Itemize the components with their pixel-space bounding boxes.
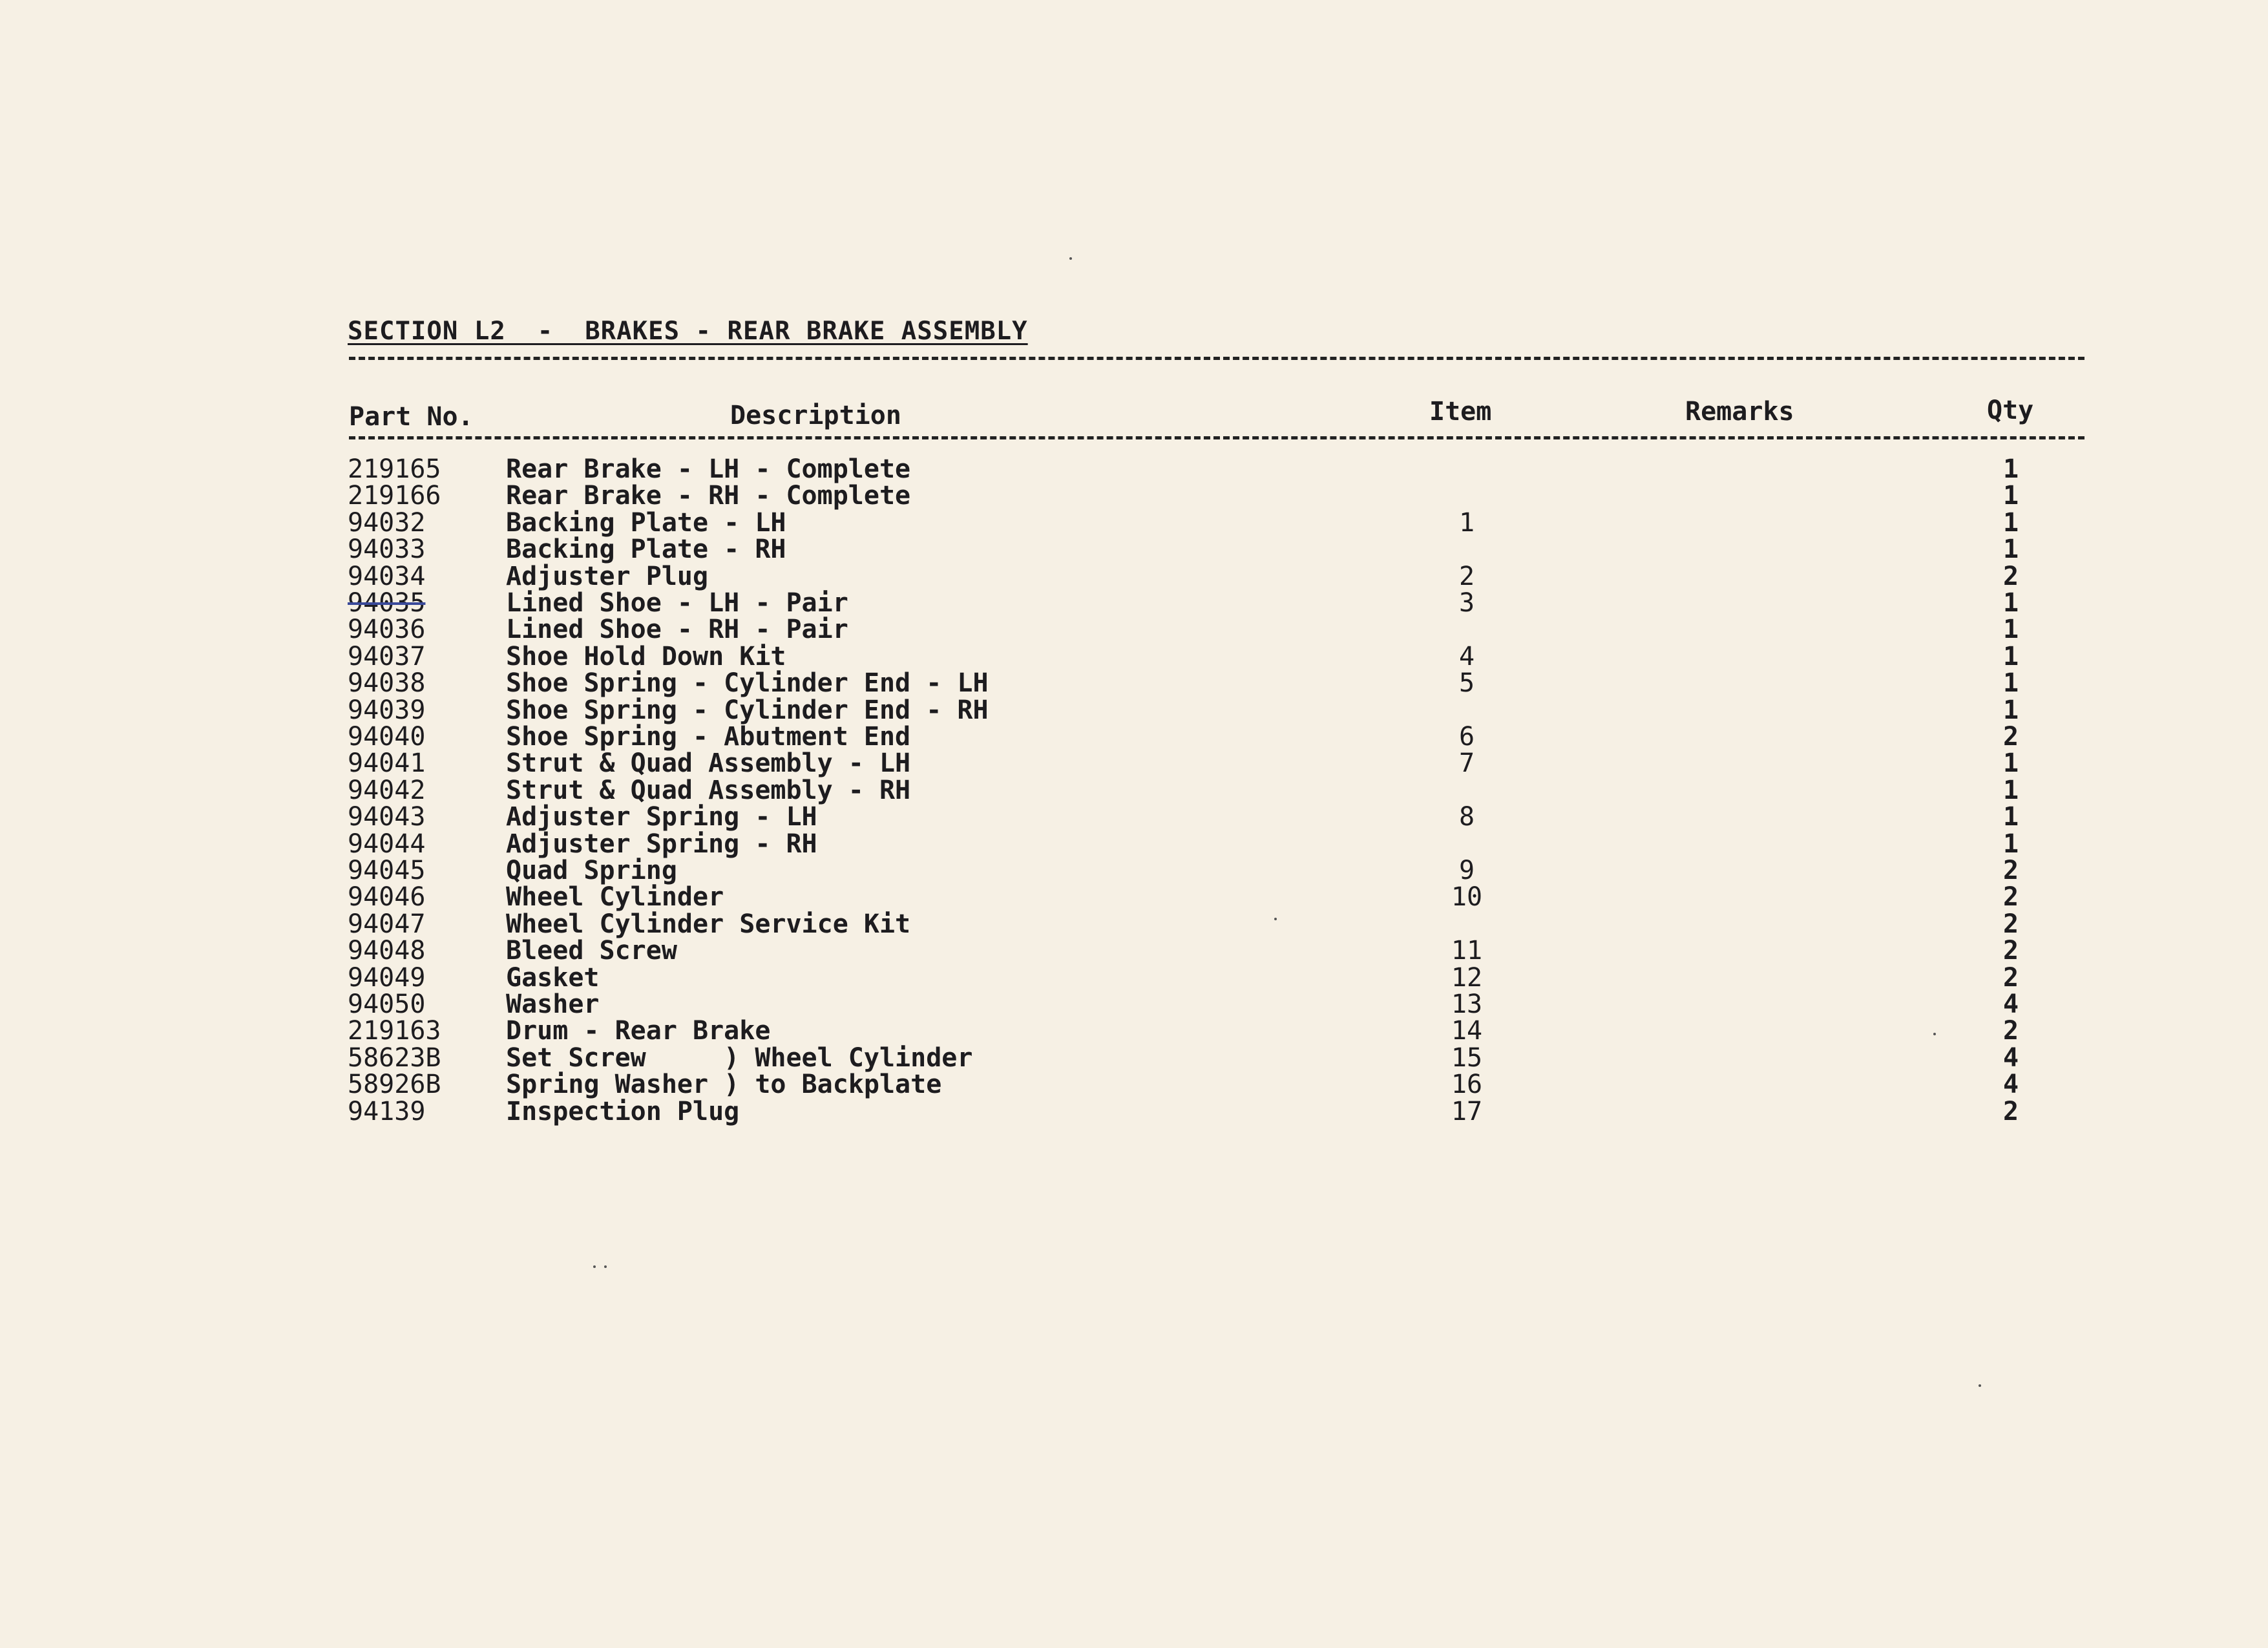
part-number-cell: 94043 (348, 802, 426, 832)
description-cell: Quad Spring (506, 856, 677, 885)
description-cell: Bleed Screw (506, 936, 677, 966)
item-cell: 13 (1451, 989, 1483, 1019)
qty-cell: 4 (2002, 989, 2019, 1019)
table-row (0, 803, 2268, 830)
description-cell: Strut & Quad Assembly - RH (506, 776, 911, 805)
description-cell: Lined Shoe - RH - Pair (506, 615, 848, 644)
qty-cell: 1 (2002, 776, 2019, 805)
qty-cell: 1 (2002, 615, 2019, 644)
part-number-cell: 94036 (348, 615, 426, 644)
table-row (0, 883, 2268, 911)
table-row (0, 643, 2268, 670)
part-number-cell: 94039 (348, 695, 426, 725)
section-title: SECTION L2 - BRAKES - REAR BRAKE ASSEMBLY (348, 317, 1028, 346)
part-number-cell: 94042 (348, 776, 426, 805)
table-row (0, 857, 2268, 884)
item-cell: 10 (1451, 882, 1483, 912)
table-row (0, 563, 2268, 590)
dashed-rule-header (349, 436, 2084, 439)
table-row (0, 616, 2268, 643)
table-row (0, 1017, 2268, 1044)
table-row (0, 509, 2268, 536)
description-cell: Shoe Spring - Cylinder End - LH (506, 668, 989, 698)
description-cell: Wheel Cylinder (506, 882, 724, 912)
description-cell: Rear Brake - LH - Complete (506, 454, 911, 484)
table-row (0, 937, 2268, 964)
table-row (0, 1071, 2268, 1098)
part-number-cell: 94049 (348, 963, 426, 993)
qty-cell: 2 (2002, 1097, 2019, 1126)
part-number-cell: 58926B (348, 1070, 441, 1099)
paper-speck (604, 1265, 607, 1268)
item-cell: 6 (1458, 722, 1475, 752)
item-cell: 11 (1451, 936, 1483, 966)
qty-cell: 2 (2002, 936, 2019, 966)
table-row (0, 723, 2268, 750)
part-number-cell: 94045 (348, 856, 426, 885)
item-cell: 1 (1458, 508, 1475, 538)
qty-cell: 1 (2002, 588, 2019, 618)
item-cell: 9 (1458, 856, 1475, 885)
paper-speck (1979, 1384, 1981, 1387)
description-cell: Wheel Cylinder Service Kit (506, 909, 911, 939)
description-cell: Shoe Spring - Cylinder End - RH (506, 695, 989, 725)
part-number-cell: 94050 (348, 989, 426, 1019)
header-qty: Qty (1987, 396, 2034, 425)
part-number-cell: 219163 (348, 1016, 441, 1046)
qty-cell: 1 (2002, 454, 2019, 484)
qty-cell: 2 (2002, 1016, 2019, 1046)
table-row (0, 911, 2268, 938)
table-row (0, 777, 2268, 804)
qty-cell: 4 (2002, 1043, 2019, 1073)
description-cell: Washer (506, 989, 600, 1019)
table-row (0, 1044, 2268, 1072)
qty-cell: 1 (2002, 668, 2019, 698)
description-cell: Adjuster Spring - RH (506, 829, 817, 859)
header-part-no: Part No. (349, 402, 474, 432)
paper-speck (593, 1265, 596, 1268)
paper-speck (1069, 257, 1072, 260)
qty-cell: 2 (2002, 909, 2019, 939)
qty-cell: 1 (2002, 748, 2019, 778)
item-cell: 3 (1458, 588, 1475, 618)
dashed-rule-top (349, 357, 2084, 360)
item-cell: 5 (1458, 668, 1475, 698)
part-number-cell: 94041 (348, 748, 426, 778)
paper-speck (1274, 918, 1277, 920)
description-cell: Lined Shoe - LH - Pair (506, 588, 848, 618)
qty-cell: 1 (2002, 695, 2019, 725)
description-cell: Strut & Quad Assembly - LH (506, 748, 911, 778)
description-cell: Adjuster Spring - LH (506, 802, 817, 832)
table-row (0, 830, 2268, 858)
qty-cell: 2 (2002, 562, 2019, 591)
table-row (0, 482, 2268, 509)
description-cell: Backing Plate - LH (506, 508, 786, 538)
item-cell: 7 (1458, 748, 1475, 778)
part-number-cell: 94032 (348, 508, 426, 538)
item-cell: 14 (1451, 1016, 1483, 1046)
part-number-cell: 94048 (348, 936, 426, 966)
item-cell: 8 (1458, 802, 1475, 832)
item-cell: 16 (1451, 1070, 1483, 1099)
item-cell: 12 (1451, 963, 1483, 993)
item-cell: 4 (1458, 642, 1475, 671)
part-number-cell: 94139 (348, 1097, 426, 1126)
paper-speck (1933, 1033, 1936, 1035)
part-number-cell: 219166 (348, 481, 441, 511)
table-row (0, 670, 2268, 697)
description-cell: Rear Brake - RH - Complete (506, 481, 911, 511)
qty-cell: 1 (2002, 481, 2019, 511)
qty-cell: 2 (2002, 963, 2019, 993)
description-cell: Adjuster Plug (506, 562, 709, 591)
header-item: Item (1429, 397, 1492, 427)
description-cell: Spring Washer ) to Backplate (506, 1070, 942, 1099)
header-remarks: Remarks (1685, 397, 1794, 427)
qty-cell: 2 (2002, 856, 2019, 885)
part-number-cell: 94046 (348, 882, 426, 912)
table-row (0, 589, 2268, 617)
part-number-cell: 94044 (348, 829, 426, 859)
description-cell: Shoe Spring - Abutment End (506, 722, 911, 752)
part-number-cell: 94035 (348, 588, 426, 618)
description-cell: Gasket (506, 963, 600, 993)
table-row (0, 1098, 2268, 1125)
table-row (0, 991, 2268, 1018)
description-cell: Shoe Hold Down Kit (506, 642, 786, 671)
table-row (0, 697, 2268, 724)
part-number-cell: 94034 (348, 562, 426, 591)
part-number-cell: 94047 (348, 909, 426, 939)
qty-cell: 1 (2002, 642, 2019, 671)
table-row (0, 750, 2268, 777)
qty-cell: 1 (2002, 829, 2019, 859)
qty-cell: 4 (2002, 1070, 2019, 1099)
description-cell: Drum - Rear Brake (506, 1016, 771, 1046)
item-cell: 2 (1458, 562, 1475, 591)
description-cell: Set Screw ) Wheel Cylinder (506, 1043, 973, 1073)
item-cell: 15 (1451, 1043, 1483, 1073)
qty-cell: 1 (2002, 508, 2019, 538)
table-row (0, 964, 2268, 991)
qty-cell: 2 (2002, 722, 2019, 752)
description-cell: Backing Plate - RH (506, 534, 786, 564)
part-number-cell: 58623B (348, 1043, 441, 1073)
description-cell: Inspection Plug (506, 1097, 740, 1126)
part-number-cell: 94038 (348, 668, 426, 698)
qty-cell: 2 (2002, 882, 2019, 912)
qty-cell: 1 (2002, 534, 2019, 564)
part-number-cell: 219165 (348, 454, 441, 484)
part-number-cell: 94040 (348, 722, 426, 752)
table-row (0, 536, 2268, 563)
table-row (0, 456, 2268, 483)
part-number-cell: 94033 (348, 534, 426, 564)
item-cell: 17 (1451, 1097, 1483, 1126)
header-description: Description (730, 401, 901, 430)
qty-cell: 1 (2002, 802, 2019, 832)
part-number-cell: 94037 (348, 642, 426, 671)
